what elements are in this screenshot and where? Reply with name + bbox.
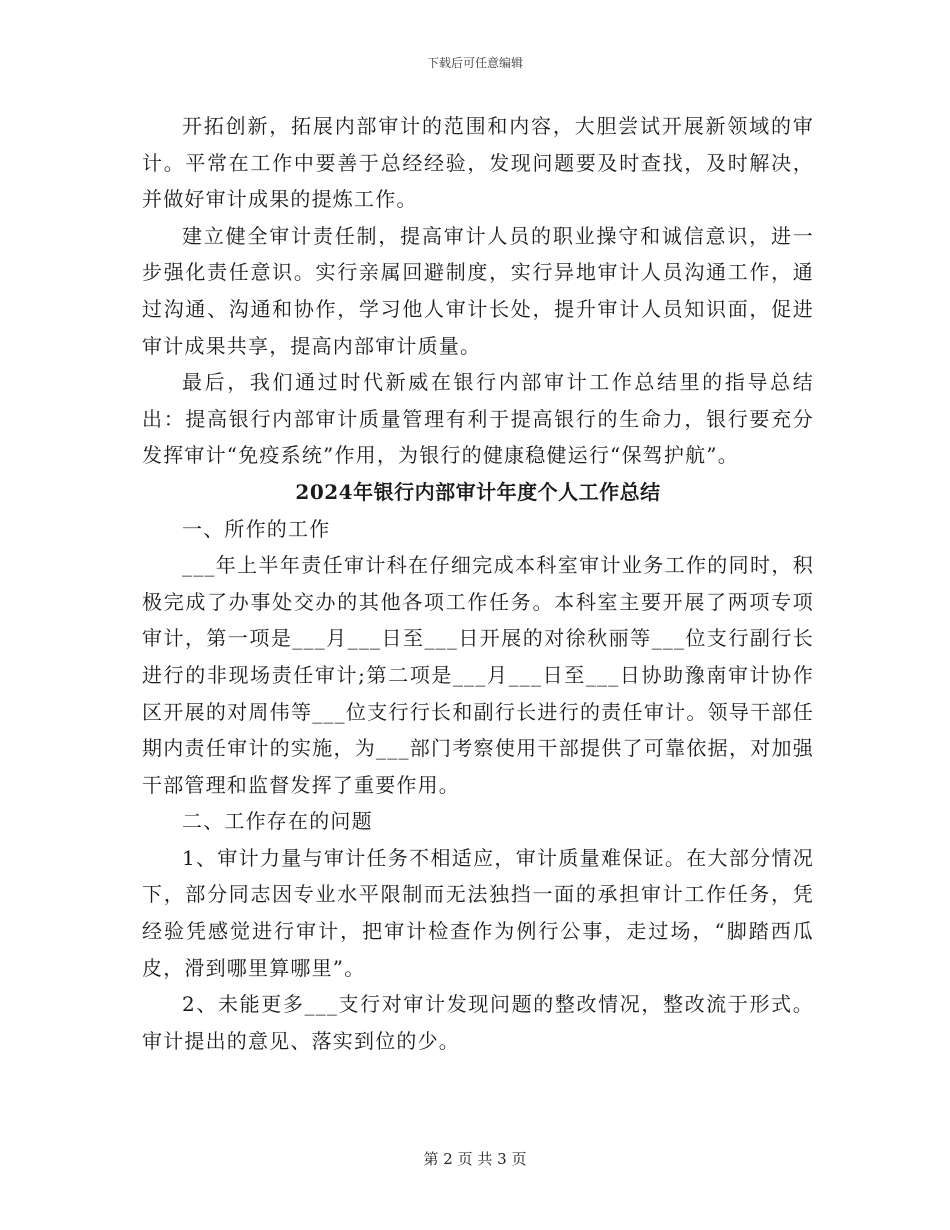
paragraph: 2、未能更多___支行对审计发现问题的整改情况，整改流于形式。审计提出的意见、落实到位的少。 — [142, 992, 814, 1053]
paragraph: 最后，我们通过时代新威在银行内部审计工作总结里的指导总结出：提高银行内部审计质量管理有利于提高银行的生命力，银行要充分发挥审计“免疫系统”作用，为银行的健康稳健运行“保驾护航”。 — [142, 370, 814, 468]
paragraph: 1、审计力量与审计任务不相适应，审计质量难保证。在大部分情况下，部分同志因专业水平限制而无法独挡一面的承担审计工作任务，凭经验凭感觉进行审计，把审计检查作为例行公事，走过场，“脚踏西瓜皮，滑到哪里算哪里”。 — [142, 845, 814, 980]
paragraph: 建立健全审计责任制，提高审计人员的职业操守和诚信意识，进一步强化责任意识。实行亲属回避制度，实行异地审计人员沟通工作，通过沟通、沟通和协作，学习他人审计长处，提升审计人员知识面，促进审计成果共享，提高内部审计质量。 — [142, 223, 814, 358]
document-body — [142, 108, 814, 1059]
section-title: 2024年银行内部审计年度个人工作总结 — [295, 479, 661, 504]
section-heading: 一、所作的工作 — [182, 516, 331, 541]
page-header: 下载后可任意编辑 — [426, 56, 523, 70]
page-number: 第 2 页 共 3 页 — [423, 1150, 527, 1168]
paragraph: 开拓创新，拓展内部审计的范围和内容，大胆尝试开展新领域的审计。平常在工作中要善于总经经验，发现问题要及时查找，及时解决，并做好审计成果的提炼工作。 — [142, 114, 814, 212]
section-heading: 二、工作存在的问题 — [182, 809, 373, 834]
paragraph: ___年上半年责任审计科在仔细完成本科室审计业务工作的同时，积极完成了办事处交办的其他各项工作任务。本科室主要开展了两项专项审计，第一项是___月___日至___日开展的对徐秋丽等___位支行副行长进行的非现场责任审计;第二项是___月___日至___日协助豫南审计协作区开展的对周伟等___位支行行长和副行长进行的责任审计。领导干部任期内责任审计的实施，为___部门考察使用干部提供了可靠依据，对加强干部管理和监督发挥了重要作用。 — [142, 553, 814, 797]
